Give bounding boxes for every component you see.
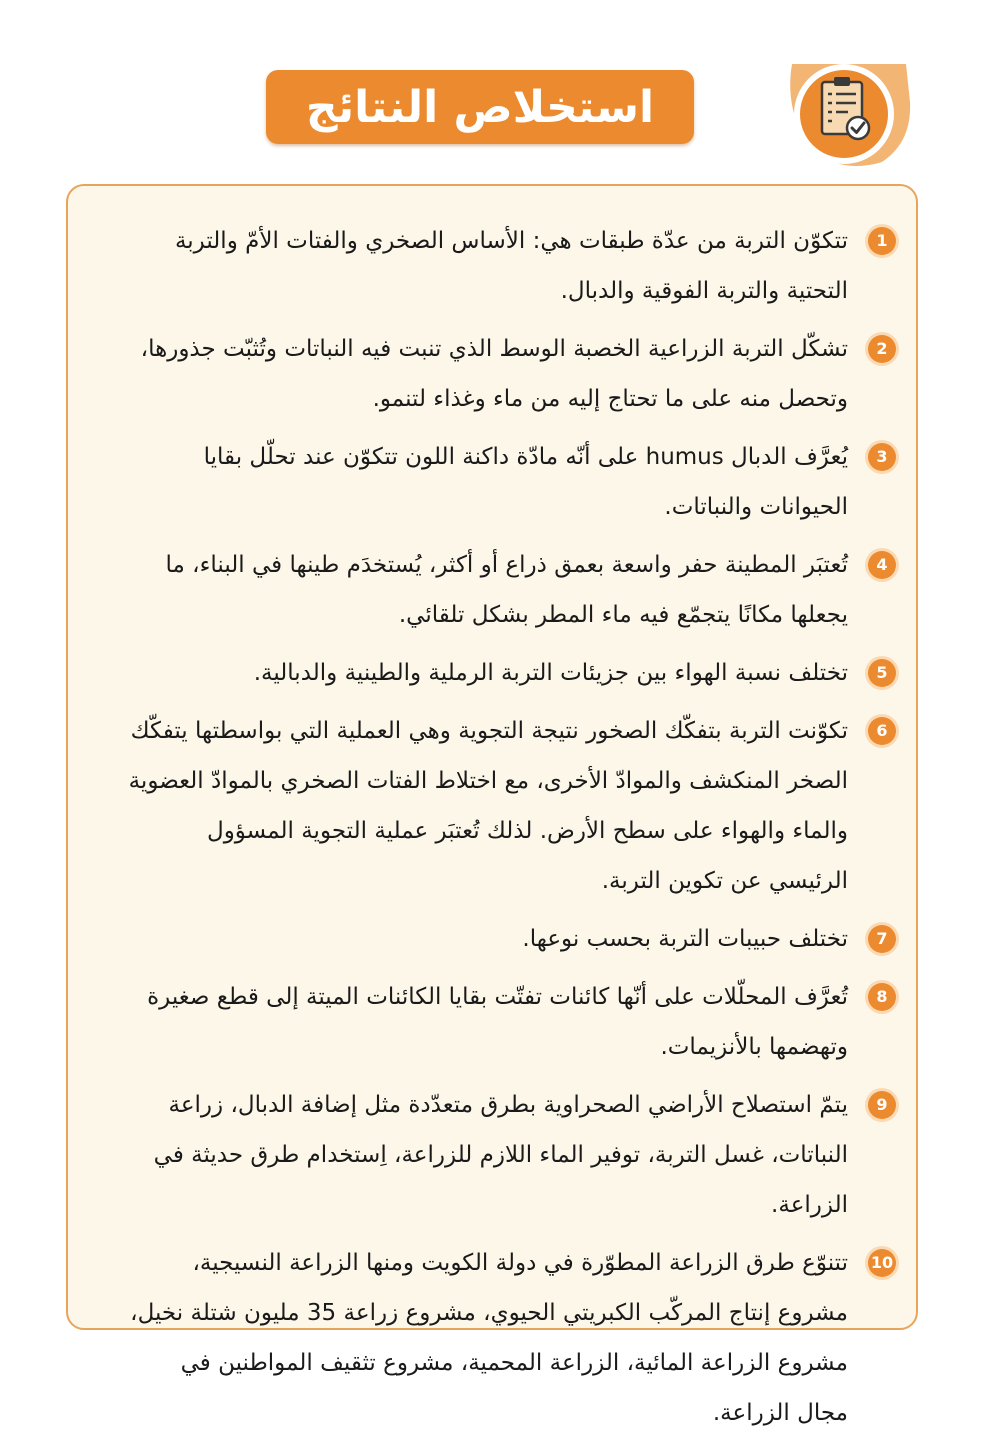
item-number-badge: 7	[868, 925, 896, 953]
list-item	[126, 216, 888, 316]
item-number-badge: 10	[868, 1249, 896, 1277]
results-panel	[66, 184, 918, 1426]
item-text: يُعرَّف الدبال humus على أنّه مادّة داكنة اللون تتكوّن عند تحلّل بقايا الحيوانات والنباتات.	[203, 444, 848, 520]
item-number-badge: 4	[868, 551, 896, 579]
list-item	[126, 540, 888, 640]
item-text: تُعتبَر المطينة حفر واسعة بعمق ذراع أو أكثر، يُستخدَم طينها في البناء، ما يجعلها مكانًا يتجمّع فيه ماء المطر بشكل تلقائي.	[165, 552, 848, 628]
item-text: تكوّنت التربة بتفكّك الصخور نتيجة التجوية وهي العملية التي بواسطتها يتفكّك الصخر المنكشف والموادّ الأخرى، مع اختلاط الفتات الصخري بالموادّ العضوية والماء والهواء على سطح الأرض. لذلك تُعتبَر عملية التجوية المسؤول الرئيسي عن تكوين التربة.	[128, 718, 848, 894]
item-number-badge: 5	[868, 659, 896, 687]
item-text: يتمّ استصلاح الأراضي الصحراوية بطرق متعدّدة مثل إضافة الدبال، زراعة النباتات، غسل التربة، توفير الماء اللازم للزراعة، اِستخدام طرق حديثة في الزراعة.	[153, 1092, 848, 1218]
list-item	[126, 648, 888, 698]
item-text: تختلف نسبة الهواء بين جزيئات التربة الرملية والطينية والدبالية.	[253, 660, 848, 686]
list-item	[126, 1080, 888, 1230]
item-text: تشكّل التربة الزراعية الخصبة الوسط الذي تنبت فيه النباتات وتُثبّت جذورها، وتحصل منه على ما تحتاج إليه من ماء وغذاء لتنمو.	[140, 336, 848, 412]
item-number-badge: 1	[868, 227, 896, 255]
item-number-badge: 2	[868, 335, 896, 363]
list-item	[126, 324, 888, 424]
item-text: تتكوّن التربة من عدّة طبقات هي: الأساس الصخري والفتات الأمّ والتربة التحتية والتربة الفوقية والدبال.	[174, 228, 848, 304]
list-item	[126, 972, 888, 1072]
item-number-badge: 6	[868, 717, 896, 745]
item-text: تُعرَّف المحلّلات على أنّها كائنات تفتّت بقايا الكائنات الميتة إلى قطع صغيرة وتهضمها بالأنزيمات.	[147, 984, 848, 1060]
list-item	[126, 706, 888, 906]
list-item	[126, 914, 888, 964]
page-title: استخلاص النتائج	[305, 81, 655, 133]
item-text: تختلف حبيبات التربة بحسب نوعها.	[522, 926, 848, 952]
item-number-badge: 3	[868, 443, 896, 471]
list-item	[126, 432, 888, 532]
title-banner	[266, 70, 694, 144]
item-number-badge: 8	[868, 983, 896, 1011]
item-text: تتنوّع طرق الزراعة المطوّرة في دولة الكويت ومنها الزراعة النسيجية، مشروع إنتاج المركّب الكبريتي الحيوي، مشروع زراعة 35 مليون شتلة نخيل، مشروع الزراعة المائية، الزراعة المحمية، مشروع تثقيف المواطنين في مجال الزراعة.	[130, 1250, 848, 1426]
results-list	[126, 216, 894, 1446]
item-number-badge: 9	[868, 1091, 896, 1119]
section-header	[0, 62, 992, 172]
checklist-clipboard-icon	[782, 62, 912, 170]
list-item	[126, 1238, 894, 1438]
